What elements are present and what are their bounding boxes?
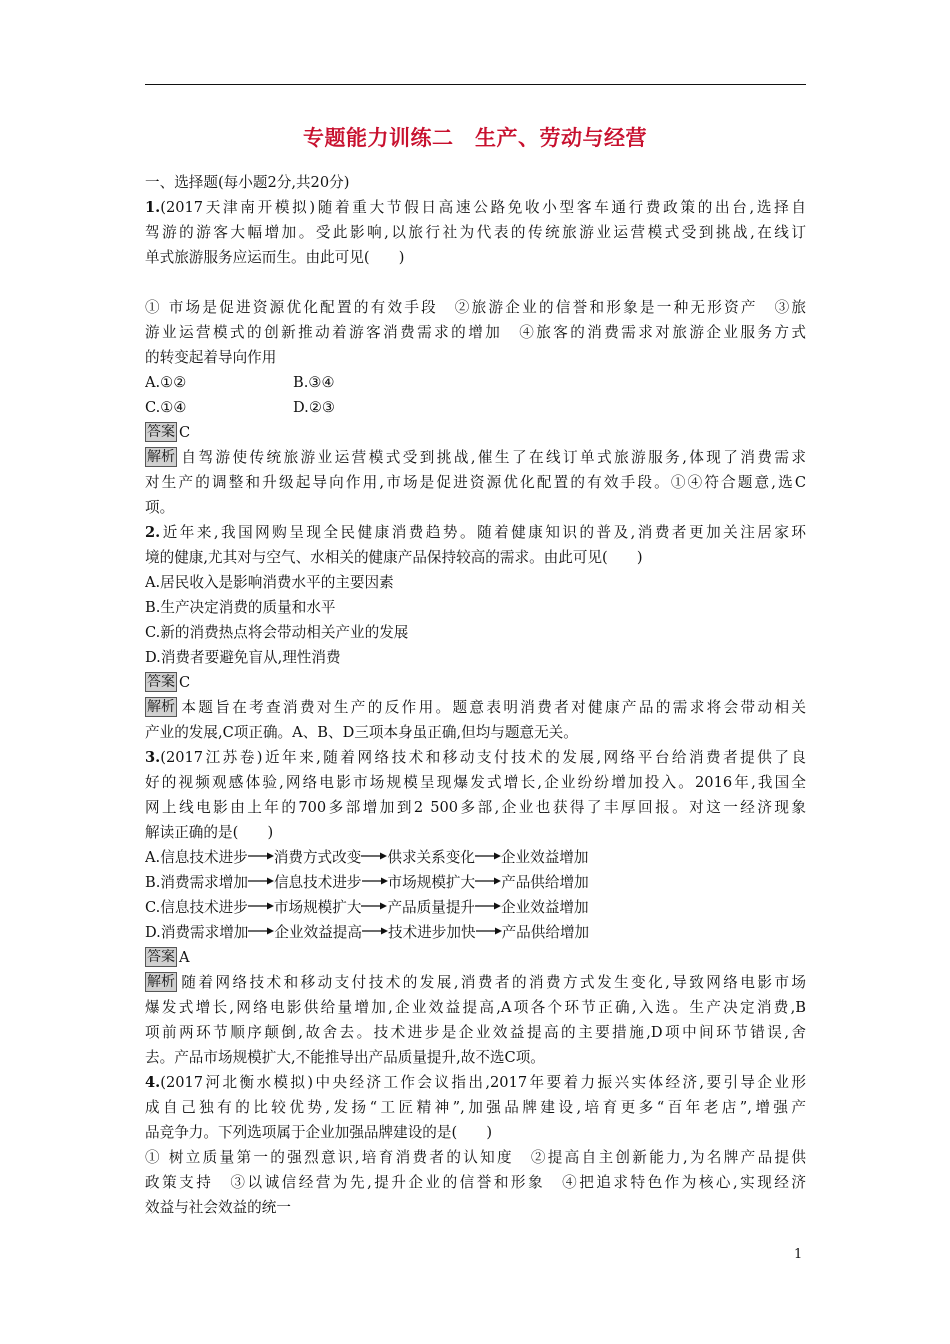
option-a: A.居民收入是影响消费水平的主要因素 xyxy=(145,574,394,591)
option-a: A.①② xyxy=(145,374,187,391)
option-c: C.新的消费热点将会带动相关产业的发展 xyxy=(145,624,409,641)
option-letter: B. xyxy=(145,874,161,891)
flow-step: 产品质量提升 xyxy=(387,899,476,916)
flow-step: 市场规模扩大 xyxy=(387,874,476,891)
arrow-right-icon xyxy=(248,926,274,936)
question-text: 好的视频观感体验,网络电影市场规模呈现爆发式增长,企业纷纷增加投入。2016年,我国全 xyxy=(145,774,806,791)
answer-line xyxy=(145,945,806,970)
flow-step: 企业效益提高 xyxy=(274,924,362,941)
analysis-line: 项前两环节顺序颠倒,故舍去。技术进步是企业效益提高的主要措施,D项中间环节错误,舍 xyxy=(145,1024,806,1041)
arrow-right-icon xyxy=(475,901,501,911)
arrow-right-icon xyxy=(361,901,387,911)
option-b xyxy=(145,870,806,895)
flow-step: 技术进步加快 xyxy=(387,924,476,941)
flow-step: 消费需求增加 xyxy=(160,874,248,891)
question-text: 驾游的游客大幅增加。受此影响,以旅行社为代表的传统旅游业运营模式受到挑战,在线订 xyxy=(145,224,806,241)
flow-step: 市场规模扩大 xyxy=(273,899,362,916)
flow-step: 企业效益增加 xyxy=(501,899,589,916)
document-title: 专题能力训练二 生产、劳动与经营 xyxy=(303,126,647,150)
question-text: 单式旅游服务应运而生。由此可见( ) xyxy=(145,249,405,266)
statement-line: 游业运营模式的创新推动着游客消费需求的增加 ④旅客的消费需求对旅游企业服务方式 xyxy=(145,324,806,341)
options-row xyxy=(145,370,806,395)
question-number: 4. xyxy=(145,1074,161,1091)
analysis-line: 解析 自驾游使传统旅游业运营模式受到挑战,催生了在线订单式旅游服务,体现了消费需求 xyxy=(147,449,806,466)
analysis-line: 项。 xyxy=(145,499,175,516)
statement-line: ① 市场是促进资源优化配置的有效手段 ②旅游企业的信誉和形象是一种无形资产 ③旅 xyxy=(145,299,806,316)
flow-step: 产品供给增加 xyxy=(501,874,589,891)
question-1 xyxy=(145,195,806,520)
flow-step: 消费需求增加 xyxy=(160,924,249,941)
flow-step: 信息技术进步 xyxy=(273,874,362,891)
analysis-tag: 解析 xyxy=(147,449,175,465)
option-c: C.①④ xyxy=(145,399,187,416)
question-text: 境的健康,尤其对与空气、水相关的健康产品保持较高的需求。由此可见( ) xyxy=(145,549,643,566)
arrow-right-icon xyxy=(248,876,274,886)
option-d: D.消费者要避免盲从,理性消费 xyxy=(145,649,341,666)
option-letter: A. xyxy=(145,849,161,866)
statement-line: 的转变起着导向作用 xyxy=(145,349,277,366)
option-d: D.②③ xyxy=(293,399,335,416)
analysis-tag: 解析 xyxy=(147,699,175,715)
arrow-right-icon xyxy=(361,851,387,861)
question-number: 1. xyxy=(145,199,161,216)
option-a xyxy=(145,845,806,870)
question-3 xyxy=(145,745,806,1070)
question-text: 品竞争力。下列选项属于企业加强品牌建设的是( ) xyxy=(145,1124,493,1141)
answer-line xyxy=(145,420,806,445)
page-number: 1 xyxy=(794,1247,803,1262)
analysis-line: 解析 随着网络技术和移动支付技术的发展,消费者的消费方式发生变化,导致网络电影市场 xyxy=(147,974,806,991)
question-text: 网上线电影由上年的700多部增加到2 500多部,企业也获得了丰厚回报。对这一经济现象 xyxy=(145,799,806,816)
question-2 xyxy=(145,520,806,745)
options-row xyxy=(145,395,806,420)
arrow-right-icon xyxy=(476,926,502,936)
question-number: 2. xyxy=(145,524,161,541)
answer-tag: 答案 xyxy=(147,949,175,965)
option-letter: C. xyxy=(145,899,161,916)
statement-line: 效益与社会效益的统一 xyxy=(145,1199,291,1216)
answer-line xyxy=(145,670,806,695)
statement-line: ① 树立质量第一的强烈意识,培育消费者的认知度 ②提高自主创新能力,为名牌产品提供 xyxy=(145,1149,806,1166)
option-c xyxy=(145,895,806,920)
flow-step: 企业效益增加 xyxy=(500,849,589,866)
answer-tag: 答案 xyxy=(147,424,175,440)
analysis-line: 解析 本题旨在考查消费对生产的反作用。题意表明消费者对健康产品的需求将会带动相关 xyxy=(147,699,806,716)
answer-value: A xyxy=(179,949,190,966)
option-letter: D. xyxy=(145,924,161,941)
statement-line: 政策支持 ③以诚信经营为先,提升企业的信誉和形象 ④把追求特色作为核心,实现经济 xyxy=(145,1174,806,1191)
question-number: 3. xyxy=(145,749,161,766)
header-rule xyxy=(145,84,806,85)
q3-options xyxy=(145,845,806,945)
question-text: 1.(2017天津南开模拟)随着重大节假日高速公路免收小型客车通行费政策的出台,选择自 xyxy=(145,199,806,216)
arrow-right-icon xyxy=(362,876,388,886)
answer-tag: 答案 xyxy=(147,674,175,690)
flow-step: 产品供给增加 xyxy=(501,924,590,941)
analysis-tag: 解析 xyxy=(147,974,175,990)
question-4 xyxy=(145,1070,806,1220)
question-text: 解读正确的是( ) xyxy=(145,824,274,841)
section-heading: 一、选择题(每小题2分,共20分) xyxy=(145,174,350,191)
question-text: 4.(2017河北衡水模拟)中央经济工作会议指出,2017年要着力振兴实体经济,要引导企业形 xyxy=(145,1074,806,1091)
question-text: 成自己独有的比较优势,发扬“工匠精神”,加强品牌建设,培育更多“百年老店”,增强产 xyxy=(145,1099,806,1116)
analysis-line: 爆发式增长,网络电影供给量增加,企业效益提高,A项各个环节正确,入选。生产决定消费,B xyxy=(145,999,806,1016)
flow-step: 消费方式改变 xyxy=(273,849,362,866)
flow-step: 供求关系变化 xyxy=(387,849,475,866)
arrow-right-icon xyxy=(362,926,388,936)
arrow-right-icon xyxy=(248,851,274,861)
spacer xyxy=(145,270,806,295)
question-text: 2.近年来,我国网购呈现全民健康消费趋势。随着健康知识的普及,消费者更加关注居家环 xyxy=(145,524,806,541)
flow-step: 信息技术进步 xyxy=(160,849,248,866)
arrow-right-icon xyxy=(475,851,501,861)
question-text: 3.(2017江苏卷)近年来,随着网络技术和移动支付技术的发展,网络平台给消费者提供了良 xyxy=(145,749,806,766)
arrow-right-icon xyxy=(475,876,501,886)
document-body xyxy=(145,170,806,1220)
option-b: B.③④ xyxy=(293,374,335,391)
answer-value: C xyxy=(179,424,191,441)
analysis-line: 对生产的调整和升级起导向作用,市场是促进资源优化配置的有效手段。①④符合题意,选C xyxy=(145,474,806,491)
answer-value: C xyxy=(179,674,191,691)
analysis-line: 产业的发展,C项正确。A、B、D三项本身虽正确,但均与题意无关。 xyxy=(145,724,578,741)
analysis-line: 去。产品市场规模扩大,不能推导出产品质量提升,故不选C项。 xyxy=(145,1049,545,1066)
flow-step: 信息技术进步 xyxy=(160,899,248,916)
option-d xyxy=(145,920,806,945)
option-b: B.生产决定消费的质量和水平 xyxy=(145,599,336,616)
arrow-right-icon xyxy=(248,901,274,911)
